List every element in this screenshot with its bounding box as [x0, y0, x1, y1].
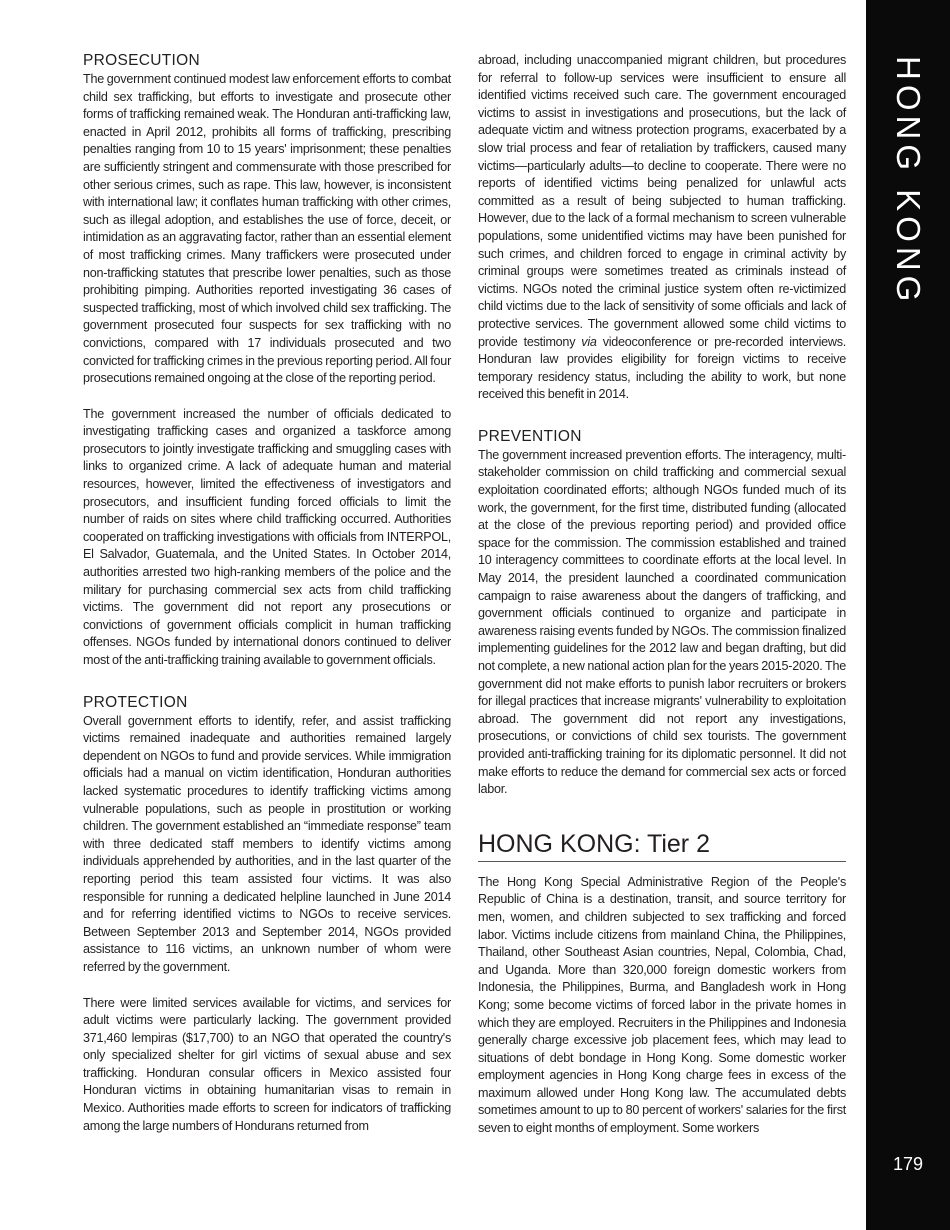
prosecution-paragraph-2: The government increased the number of officials dedicated to investigating trafficking cases and organized a taskforce among prosecutors to jointly investigate trafficking and smuggling cases with links to organized crime. A lack of adequate human and material resources, however, limited the effectiveness of investigators and prosecutors, and insufficient funding forced officials to limit the number of raids on sites where child trafficking occurred. Authorities cooperated on trafficking investigations with officials from INTERPOL, El Salvador, Guatemala, and the United States. In October 2014, authorities arrested two high-ranking members of the police and the military for purchasing commercial sex acts from child trafficking victims. The government did not report any prosecutions or convictions of government officials complicit in human trafficking offenses. NGOs funded by international donors continued to deliver most of the anti-trafficking training available to government officials.	[83, 406, 451, 667]
prevention-paragraph: The government increased prevention efforts. The interagency, multi-stakeholder commission on child trafficking and commercial sexual exploitation coordinated efforts; although NGOs funded much of its work, the government, for the first time, distributed funding (allocated at the close of the previous reporting period) and provided office space for the commission. The commission established and trained 10 interagency committees to coordinate efforts at the local level. In May 2014, the president launched a coordinated communication campaign to raise awareness about the dangers of trafficking, and government officials continued to organize and participate in awareness raising events funded by NGOs. The commission finalized implementing guidelines for the 2012 law and began drafting, but did not complete, a new national action plan for the years 2015-2020. The government did not make efforts to punish labor recruiters or brokers for illegal practices that increase migrants' vulnerability to exploitation abroad. The government did not report any investigations, prosecutions, or convictions of child sex tourists. The government provided anti-trafficking training for its diplomatic personnel. It did not make efforts to reduce the demand for commercial sex acts or forced labor.	[478, 447, 846, 797]
prevention-heading: PREVENTION	[478, 427, 582, 445]
page-number: 179	[892, 1154, 924, 1174]
protection-continued-text-a: abroad, including unaccompanied migrant children, but procedures for referral to follow-up services were insufficient to ensure all identified victims received such care. The government encouraged victims to assist in investigations and prosecutions, but the lack of adequate victim and witness protection programs, exacerbated by a slow trial process and fear of retaliation by traffickers, caused many victims—particularly adults—to decline to cooperate. There were no reports of identified victims being penalized for unlawful acts committed as a result of being subjected to human trafficking. However, due to the lack of a formal mechanism to screen vulnerable populations, some unidentified victims may have been punished for such crimes, and children forced to engage in criminal activity by criminal groups were sometimes treated as criminals instead of victims. NGOs noted the criminal justice system often re-victimized child victims due to the lack of sensitivity of some officials and lack of protective services. The government allowed some child victims to provide testimony	[478, 53, 846, 349]
protection-paragraph-2: There were limited services available for victims, and services for adult victims were particularly lacking. The government provided 371,460 lempiras ($17,700) to an NGO that operated the country's only specialized shelter for girl victims of sexual abuse and sex trafficking. Honduran consular officers in Mexico assisted four Honduran victims in obtaining humanitarian visas to remain in Mexico. Authorities made efforts to screen for indicators of trafficking among the large numbers of Hondurans returned from	[83, 995, 451, 1133]
prosecution-heading: PROSECUTION	[83, 52, 200, 69]
side-country-label: HONG KONG	[890, 56, 927, 307]
protection-continued-paragraph	[478, 52, 846, 404]
protection-continued-text-b: videoconference or pre-recorded interviews. Honduran law provides eligibility for foreign victims to receive temporary residency status, including the ability to work, but none received this benefit in 2014.	[478, 334, 847, 402]
right-column	[478, 52, 846, 1138]
country-side-tab	[866, 0, 950, 1230]
protection-paragraph-1: Overall government efforts to identify, refer, and assist trafficking victims remained inadequate and authorities remained largely dependent on NGOs to fund and provide services. While immigration officials had a manual on victim identification, Honduran authorities lacked systematic procedures to identify trafficking victims among vulnerable populations, such as people in prostitution or working children. The government established an “immediate response” team with three dedicated staff members to identify victims among individuals apprehended by authorities, and in the last quarter of the reporting period this team assisted four victims. It was also responsible for running a dedicated helpline launched in June 2014 and for referring identified victims to NGOs to receive services. Between September 2013 and September 2014, NGOs provided assistance to 116 victims, an unknown number of whom were referred by the government.	[83, 713, 451, 974]
hong-kong-intro-paragraph: The Hong Kong Special Administrative Region of the People's Republic of China is a destination, transit, and source territory for men, women, and children subjected to sex trafficking and forced labor. Victims include citizens from mainland China, the Philippines, Thailand, other Southeast Asian countries, Nepal, Colombia, Chad, and Uganda. More than 320,000 foreign domestic workers from Indonesia, the Philippines, Burma, and Bangladesh work in Hong Kong; some become victims of forced labor in the private homes in which they are employed. Recruiters in the Philippines and Indonesia generally charge excessive job placement fees, which may lead to situations of debt bondage in Hong Kong. Some domestic worker employment agencies in Hong Kong charge fees in excess of the maximum allowed under Hong Kong law. The accumulated debts sometimes amount to up to 80 percent of workers' salaries for the first seven to eight months of employment. Some workers	[478, 874, 846, 1136]
left-column	[83, 52, 451, 1135]
via-italic: via	[581, 334, 597, 349]
country-title: HONG KONG: Tier 2	[478, 829, 846, 862]
protection-heading: PROTECTION	[83, 693, 188, 711]
prosecution-paragraph-1: The government continued modest law enforcement efforts to combat child sex trafficking, but efforts to investigate and prosecute other forms of trafficking remained weak. The Honduran anti-trafficking law, enacted in April 2012, prohibits all forms of trafficking, prescribing penalties ranging from 10 to 15 years' imprisonment; these penalties are sufficiently stringent and commensurate with those prescribed for other serious crimes, such as rape. This law, however, is inconsistent with international law; it conflates human trafficking with other crimes, such as illegal adoption, and establishes the use of force, deceit, or intimidation as an aggravating factor, rather than an essential element of most trafficking crimes. Many traffickers were prosecuted under non-trafficking statutes that prescribe lower penalties, such as those prohibiting pimping. Authorities reported investigating 36 cases of suspected trafficking, most of which involved child sex trafficking. The government prosecuted four suspects for sex trafficking with no convictions, compared with 17 individuals prosecuted and two convicted for trafficking crimes in the previous reporting period. All four prosecutions remained ongoing at the close of the reporting period.	[83, 72, 452, 386]
